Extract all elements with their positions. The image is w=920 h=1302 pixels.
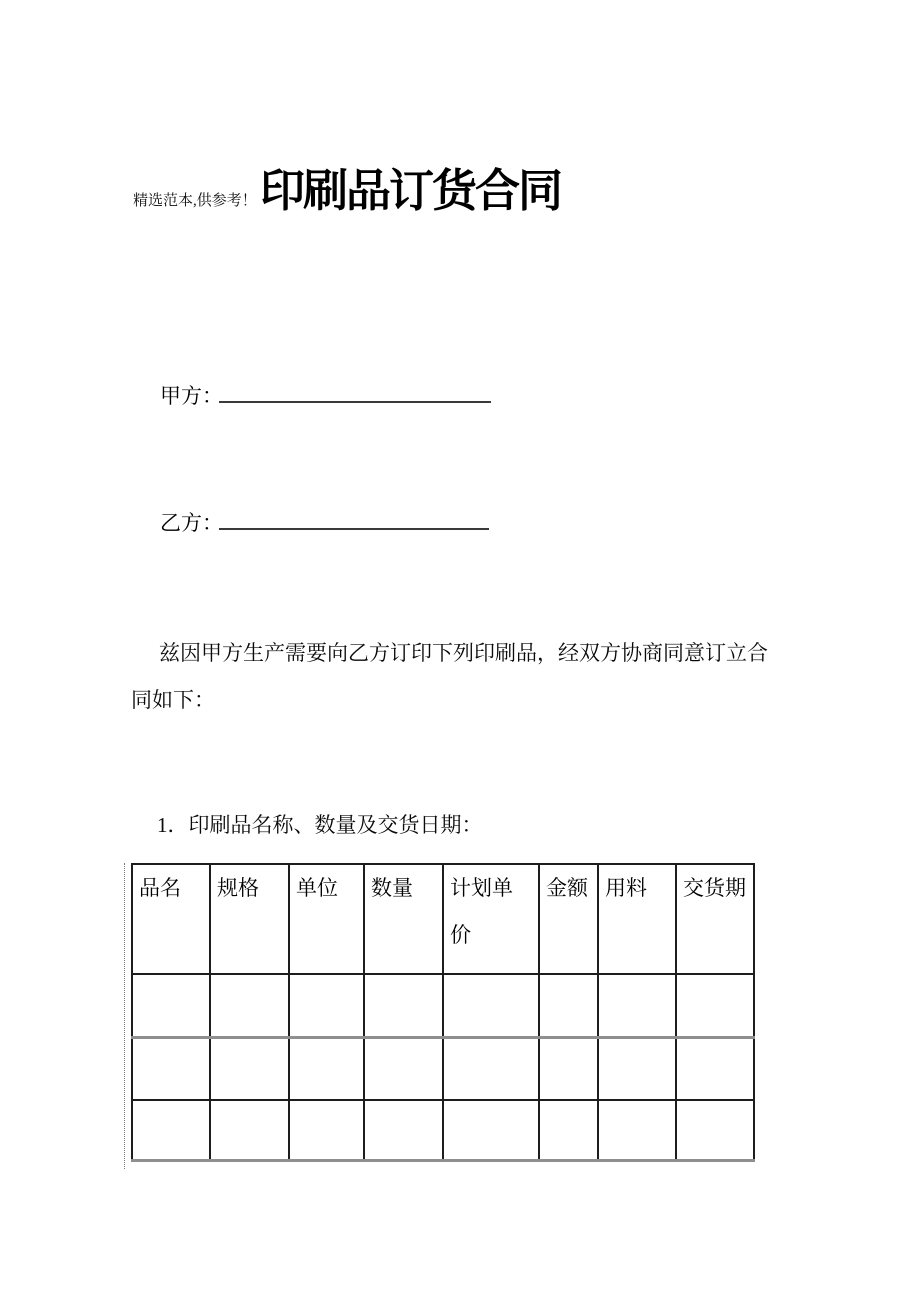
table-cell[interactable] bbox=[676, 974, 754, 1037]
col-header-specification: 规格 bbox=[210, 864, 289, 974]
table-cell[interactable] bbox=[598, 1037, 676, 1100]
table-cell[interactable] bbox=[539, 1037, 598, 1100]
table-cell[interactable] bbox=[364, 974, 443, 1037]
table-cell[interactable] bbox=[676, 1100, 754, 1160]
table-cell[interactable] bbox=[132, 1100, 210, 1160]
table-cell[interactable] bbox=[443, 974, 539, 1037]
party-a-blank-field[interactable] bbox=[219, 384, 491, 403]
table-cell[interactable] bbox=[132, 1037, 210, 1100]
table-cell[interactable] bbox=[364, 1100, 443, 1160]
table-cell[interactable] bbox=[289, 1100, 364, 1160]
table-cell[interactable] bbox=[364, 1037, 443, 1100]
table-left-gridline bbox=[124, 863, 125, 1169]
table-cell[interactable] bbox=[676, 1037, 754, 1100]
party-a-label: 甲方： bbox=[160, 384, 223, 408]
col-header-material: 用料 bbox=[598, 864, 676, 974]
intro-paragraph: 兹因甲方生产需要向乙方订印下列印刷品，经双方协商同意订立合同如下： bbox=[131, 641, 768, 712]
col-header-unit: 单位 bbox=[289, 864, 364, 974]
col-header-planned-unit-price: 计划单价 bbox=[443, 864, 539, 974]
table-cell[interactable] bbox=[210, 974, 289, 1037]
table-cell[interactable] bbox=[539, 1100, 598, 1160]
items-table bbox=[131, 863, 755, 1162]
template-reference-note: 精选范本,供参考！ bbox=[133, 193, 257, 209]
table-cell[interactable] bbox=[598, 974, 676, 1037]
table-cell[interactable] bbox=[289, 1037, 364, 1100]
table-cell[interactable] bbox=[443, 1100, 539, 1160]
party-b-blank-field[interactable] bbox=[219, 511, 489, 530]
col-header-quantity: 数量 bbox=[364, 864, 443, 974]
table-cell[interactable] bbox=[598, 1100, 676, 1160]
table-header-row bbox=[132, 864, 754, 974]
document-title: 印刷品订货合同 bbox=[260, 165, 562, 216]
party-a-row bbox=[160, 384, 491, 408]
table-cell[interactable] bbox=[132, 974, 210, 1037]
table-cell[interactable] bbox=[289, 974, 364, 1037]
items-table-body bbox=[132, 974, 754, 1160]
party-b-label: 乙方： bbox=[160, 511, 223, 535]
table-cell[interactable] bbox=[210, 1100, 289, 1160]
table-row bbox=[132, 1100, 754, 1160]
table-cell[interactable] bbox=[210, 1037, 289, 1100]
col-header-amount: 金额 bbox=[539, 864, 598, 974]
col-header-product-name: 品名 bbox=[132, 864, 210, 974]
table-row bbox=[132, 1037, 754, 1100]
party-b-row bbox=[160, 511, 489, 535]
table-cell[interactable] bbox=[443, 1037, 539, 1100]
table-row bbox=[132, 974, 754, 1037]
table-cell[interactable] bbox=[539, 974, 598, 1037]
col-header-delivery-date: 交货期 bbox=[676, 864, 754, 974]
section1-heading: 1．印刷品名称、数量及交货日期： bbox=[157, 813, 483, 837]
